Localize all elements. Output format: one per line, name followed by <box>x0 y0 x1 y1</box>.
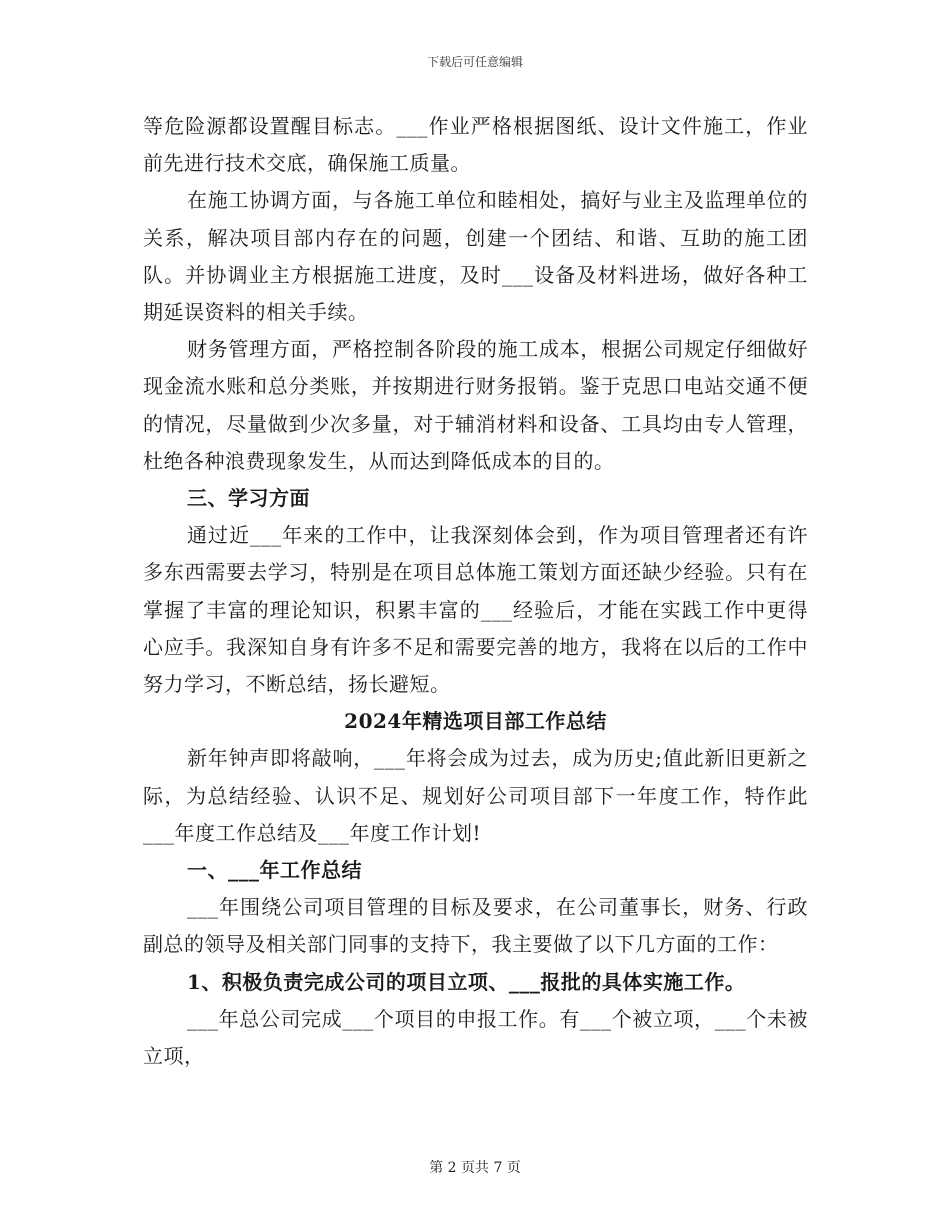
paragraph-coordination: 在施工协调方面，与各施工单位和睦相处，搞好与业主及监理单位的关系，解决项目部内存在的问题，创建一个团结、和谐、互助的施工团队。并协调业主方根据施工进度，及时___设备及材料进场，做好各种工期延误资料的相关手续。 <box>143 188 808 325</box>
page-footer: 第 2 页共 7 页 <box>429 1160 521 1176</box>
paragraph-finance: 财务管理方面，严格控制各阶段的施工成本，根据公司规定仔细做好现金流水账和总分类账，并按期进行财务报销。鉴于克思口电站交通不便的情况，尽量做到少次多量，对于辅消材料和设备、工具均由专人管理，杜绝各种浪费现象发生，从而达到降低成本的目的。 <box>143 337 808 473</box>
paragraph-safety: 等危险源都设置醒目标志。___作业严格根据图纸、设计文件施工，作业前先进行技术交底，确保施工质量。 <box>143 114 808 176</box>
section-heading-study: 三、学习方面 <box>187 486 310 511</box>
paragraph-intro: 新年钟声即将敲响，___年将会成为过去，成为历史;值此新旧更新之际，为总结经验、认识不足、规划好公司项目部下一年度工作，特作此___年度工作总结及___年度工作计划! <box>143 746 808 845</box>
paragraph-summary: ___年围绕公司项目管理的目标及要求，在公司董事长，财务、行政副总的领导及相关部门同事的支持下，我主要做了以下几方面的工作： <box>143 895 808 957</box>
paragraph-study: 通过近___年来的工作中，让我深刻体会到，作为项目管理者还有许多东西需要去学习，特别是在项目总体施工策划方面还缺少经验。只有在掌握了丰富的理论知识，积累丰富的___经验后，才能在实践工作中更得心应手。我深知自身有许多不足和需要完善的地方，我将在以后的工作中努力学习，不断总结，扬长避短。 <box>143 523 808 697</box>
paragraph-projects: ___年总公司完成___个项目的申报工作。有___个被立项，___个未被立项， <box>143 1006 808 1069</box>
subsection-heading-projects: 1、积极负责完成公司的项目立项、___报批的具体实施工作。 <box>187 969 746 994</box>
page-header: 下载后可任意编辑 <box>426 55 523 69</box>
section-heading-summary: 一、___年工作总结 <box>187 858 362 883</box>
document-body <box>143 108 808 1075</box>
document-title: 2024年精选项目部工作总结 <box>344 709 607 734</box>
